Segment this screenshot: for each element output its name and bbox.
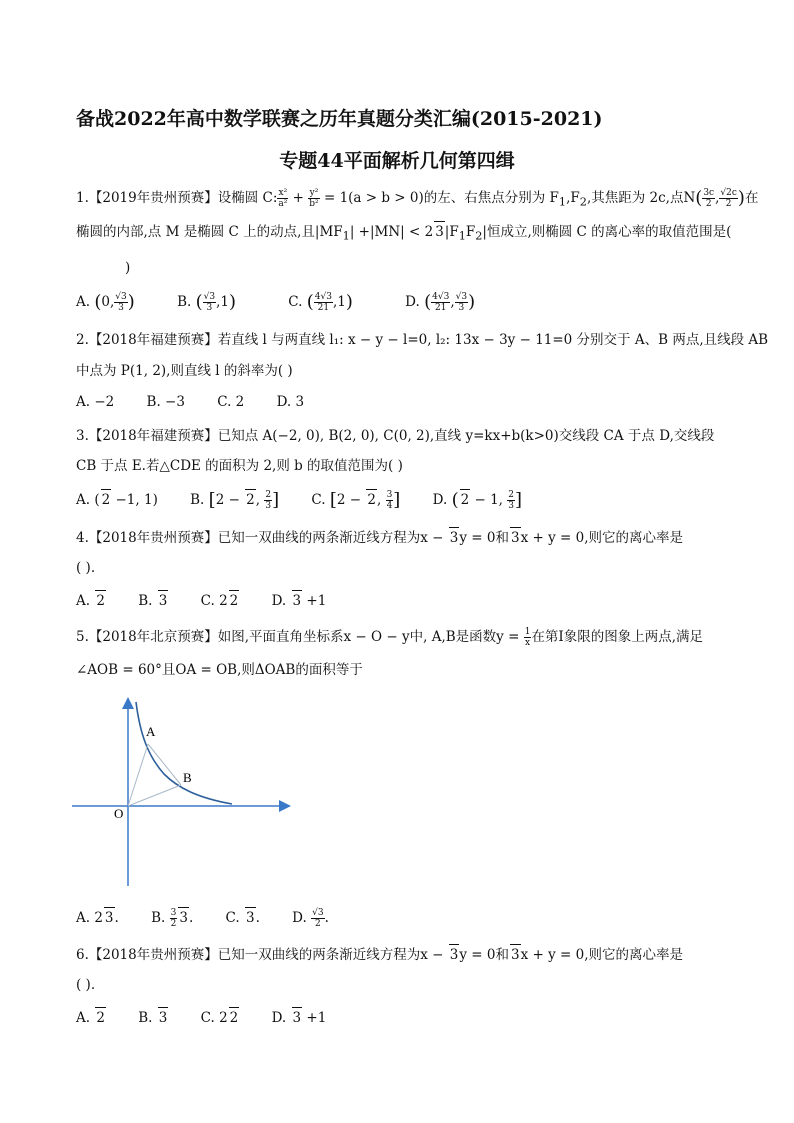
- q5-options: [76, 907, 357, 929]
- q2-option-a[interactable]: A. −2: [76, 394, 115, 410]
- q5-line2: ∠AOB = 60°且OA = OB,则ΔOAB的面积等于: [76, 662, 363, 678]
- q4-line2: ( ).: [76, 560, 96, 576]
- hyperbola-curve: [136, 702, 232, 804]
- q4-option-b[interactable]: B. 3: [138, 593, 168, 609]
- q2-option-b[interactable]: B. −3: [146, 394, 185, 410]
- segment-oa: [128, 744, 148, 806]
- q3-line2: CB 于点 E.若△CDE 的面积为 2,则 b 的取值范围为( ): [76, 458, 403, 474]
- q1-options: [76, 292, 503, 313]
- q4-option-d[interactable]: D. 3 +1: [272, 593, 327, 609]
- q6-line2: ( ).: [76, 977, 96, 993]
- q4-option-a[interactable]: A. 2: [76, 593, 106, 609]
- q6-option-a[interactable]: A. 2: [76, 1010, 106, 1026]
- label-o: O: [114, 806, 124, 821]
- q3-options: [76, 489, 550, 511]
- q6-option-c[interactable]: C. 2 2: [201, 1010, 240, 1026]
- label-b: B: [183, 770, 192, 785]
- q5-option-c[interactable]: C. 3.: [226, 910, 260, 926]
- q1-line3: ): [125, 260, 131, 276]
- q1-line1: 1.【2019年贵州预赛】设椭圆 C: $\frac{\text{x²}}{\text{a²}}$ + $\frac{\text{y²}}{\text{b²}}$ = 1(a > b > 0)的左、右焦点分别为 $F_1,F_2$,其焦距为 2c,点N( $\frac{3c}{2}$ , $\frac{√2c}{2}$ )在: [76, 187, 759, 209]
- q4-line1: 4.【2018年贵州预赛】已知一双曲线的两条渐近线方程为x − 3y = 0和 3x + y = 0,则它的离心率是: [76, 527, 683, 548]
- q3-option-a[interactable]: A. ( 2 −1, 1): [76, 492, 158, 508]
- document-subtitle: 专题44平面解析几何第四缉: [279, 150, 515, 172]
- q2-line2: 中点为 P(1, 2),则直线 l 的斜率为( ): [76, 363, 293, 379]
- q1-option-a[interactable]: A. (0, $\frac{√3}{3}$ ): [76, 291, 135, 313]
- q1-line2: 椭圆的内部,点 M 是椭圆 C 上的动点,且$|MF_1| +|MN| < 2$ $3|F_1F_2|$恒成立,则椭圆 C 的离心率的取值范围是(: [76, 221, 731, 247]
- q4-option-c[interactable]: C. 2 2: [201, 593, 240, 609]
- label-a: A: [146, 724, 156, 739]
- q1-option-b[interactable]: B. ( $\frac{√3}{3}$ ,1): [177, 291, 236, 313]
- q2-line1: 2.【2018年福建预赛】若直线 l 与两直线 l₁: x − y − l=0, l₂: 13x − 3y − 11=0 分别交于 A、B 两点,且线段 AB: [76, 332, 769, 348]
- q2-options: [76, 392, 332, 412]
- q2-option-c[interactable]: C. 2: [217, 394, 245, 410]
- q5-option-a[interactable]: A. 2 3.: [76, 910, 119, 926]
- q3-option-c[interactable]: C. [2 − 2, $\frac{3}{4}$ ]: [311, 489, 401, 511]
- q6-options: [76, 1007, 354, 1028]
- q3-line1: 3.【2018年福建预赛】已知点 A(−2, 0), B(2, 0), C(0, 2),直线 y=kx+b(k>0)交线段 CA 于点 D,交线段: [76, 428, 715, 444]
- q5-line1: 5.【2018年北京预赛】如图,平面直角坐标系x − O − y中, A,B是函数y = $\frac{1}{x}$ 在第Ⅰ象限的图象上两点,满足: [76, 627, 704, 648]
- q6-line1: 6.【2018年贵州预赛】已知一双曲线的两条渐近线方程为x − 3y = 0和 3x + y = 0,则它的离心率是: [76, 944, 683, 965]
- segment-ab: [148, 744, 181, 785]
- q3-option-b[interactable]: B. [2 − 2, $\frac{2}{3}$ ]: [190, 489, 280, 511]
- q1-option-d[interactable]: D. ( $\frac{4√3}{21}$ , $\frac{√3}{3}$ ): [405, 291, 476, 313]
- document-title: 备战2022年高中数学联赛之历年真题分类汇编(2015-2021): [76, 108, 603, 130]
- q5-option-d[interactable]: D. $\frac{√3}{2}$ .: [292, 908, 329, 929]
- q2-option-d[interactable]: D. 3: [276, 394, 305, 410]
- q6-option-d[interactable]: D. 3 +1: [272, 1010, 327, 1026]
- q5-graph: [68, 694, 298, 894]
- q1-option-c[interactable]: C. ( $\frac{4√3}{21}$ ,1): [288, 291, 353, 313]
- q4-options: [76, 590, 354, 611]
- q6-option-b[interactable]: B. 3: [138, 1010, 168, 1026]
- q5-option-b[interactable]: B. $\frac{3}{2}$ 3.: [151, 908, 194, 929]
- segment-ob: [128, 785, 181, 806]
- q3-option-d[interactable]: D. ( 2 − 1, $\frac{2}{3}$ ]: [432, 489, 523, 511]
